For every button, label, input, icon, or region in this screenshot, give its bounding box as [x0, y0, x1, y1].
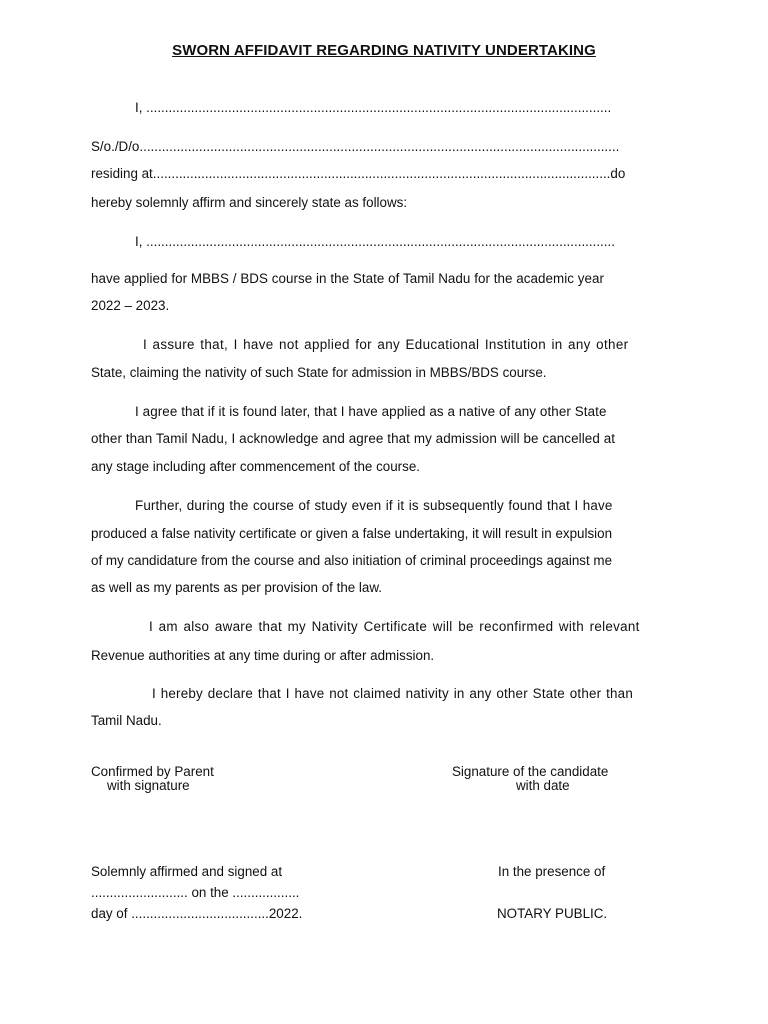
applied-paragraph-line-1 [91, 271, 677, 287]
agree-paragraph-line-3: any stage including after commencement of the course. [91, 459, 420, 474]
presence-label: In the presence of [498, 864, 606, 879]
candidate-signature-label-2: with date [516, 778, 570, 793]
further-paragraph-line-3: of my candidature from the course and also initiation of criminal proceedings against me [91, 553, 613, 568]
agree-paragraph-line-1: I agree that if it is found later, that I have applied as a native of any other State [135, 404, 607, 419]
notary-public-label: NOTARY PUBLIC. [497, 906, 608, 921]
candidate-signature-label-1: Signature of the candidate [452, 764, 609, 779]
parent-signature-label-2: with signature [107, 778, 190, 793]
affirmed-day-of: day of .....................................2022. [91, 906, 303, 921]
aware-paragraph-line-1: I am also aware that my Nativity Certificate will be reconfirmed with relevant [149, 619, 640, 634]
name-line-1: I, ............................................................................................................................. [135, 100, 612, 115]
assure-paragraph-line-2: State, claiming the nativity of such State for admission in MBBS/BDS course. [91, 365, 547, 380]
further-paragraph-line-1: Further, during the course of study even if it is subsequently found that I have [135, 498, 613, 513]
name-line-2: I, .............................................................................................................................. [135, 234, 615, 249]
further-paragraph-line-2: produced a false nativity certificate or given a false undertaking, it will result in expulsion [91, 526, 613, 541]
relation-line: S/o./D/o................................................................................................................................. [91, 139, 620, 154]
affirm-line: hereby solemnly affirm and sincerely state as follows: [91, 195, 408, 210]
document-title: SWORN AFFIDAVIT REGARDING NATIVITY UNDERTAKING [172, 42, 596, 59]
parent-signature-label-1: Confirmed by Parent [91, 764, 214, 779]
residing-line: residing at...........................................................................................................................do [91, 166, 626, 181]
further-paragraph-line-4: as well as my parents as per provision of the law. [91, 580, 383, 595]
applied-line-1-text: have applied for MBBS / BDS course in the State of Tamil Nadu for the academic year [91, 271, 605, 286]
assure-paragraph-line-1: I assure that, I have not applied for any Educational Institution in any other [143, 337, 629, 352]
declare-paragraph-line-1: I hereby declare that I have not claimed nativity in any other State other than [152, 686, 633, 701]
affirmed-signed-at: Solemnly affirmed and signed at [91, 864, 283, 879]
applied-paragraph-line-2: 2022 – 2023. [91, 298, 170, 313]
affirmed-on-the: .......................... on the .................. [91, 885, 300, 900]
aware-paragraph-line-2: Revenue authorities at any time during or after admission. [91, 648, 435, 663]
agree-paragraph-line-2: other than Tamil Nadu, I acknowledge and agree that my admission will be cancelled at [91, 431, 616, 446]
declare-paragraph-line-2: Tamil Nadu. [91, 713, 162, 728]
